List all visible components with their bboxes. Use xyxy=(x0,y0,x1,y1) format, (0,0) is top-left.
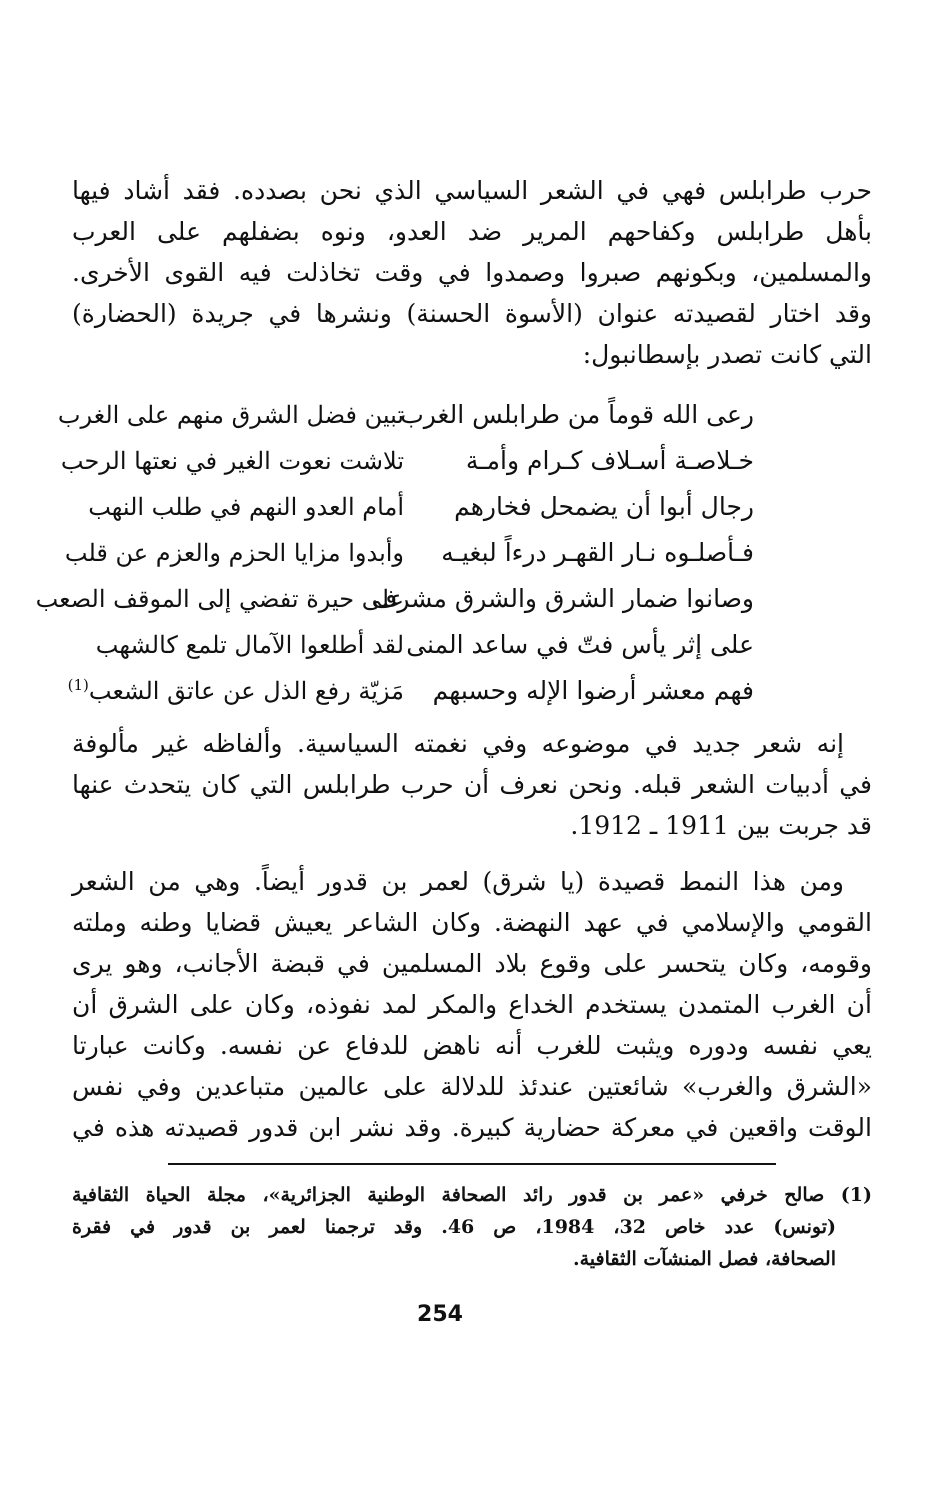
page-number: 254 xyxy=(417,1302,463,1327)
verse-second-hemistich: أمام العدو النهم في طلب النهب xyxy=(88,493,404,521)
text-line: يعي نفسه ودوره ويثبت للغرب أنه ناهض للدفاع عن نفسه. وكانت عبارتا xyxy=(72,1031,873,1060)
text-line: الوقت واقعين في معركة حضارية كبيرة. وقد نشر ابن قدور قصيدته هذه في xyxy=(72,1113,872,1142)
verse-second-hemistich: على حيرة تفضي إلى الموقف الصعب xyxy=(35,585,404,613)
verse-second-hemistich: لقد أطلعوا الآمال تلمع كالشهب xyxy=(95,631,404,659)
footnote-line: (تونس) عدد خاص 32، 1984، ص 46. وقد ترجمنا لعمر بن قدور في فقرة xyxy=(72,1216,837,1238)
verse-first-hemistich: على إثر يأس فتّ في ساعد المنى xyxy=(406,630,754,659)
footnote-divider xyxy=(168,1163,776,1165)
text-line: حرب طرابلس فهي في الشعر السياسي الذي نحن بصدده. فقد أشاد فيها xyxy=(72,176,872,205)
verse-first-hemistich: خـلاصـة أسـلاف كـرام وأمـة xyxy=(465,446,754,475)
text-line: أن الغرب المتمدن يستخدم الخداع والمكر لمد نفوذه، وكان على الشرق أن xyxy=(72,990,872,1019)
footnote-reference: (1) xyxy=(67,676,89,694)
text-line: والمسلمين، وبكونهم صبروا وصمدوا في وقت تخاذلت فيه القوى الأخرى. xyxy=(72,258,872,287)
verse-first-hemistich: وصانوا ضمار الشرق والشرق مشرف xyxy=(371,584,754,613)
text-line: قد جربت بين 1911 ـ 1912. xyxy=(570,811,872,840)
footnote-line: الصحافة، فصل المنشآت الثقافية. xyxy=(572,1248,836,1270)
footnote-line: (1) صالح خرفي «عمر بن قدور رائد الصحافة الوطنية الجزائرية»، مجلة الحياة الثقافية xyxy=(72,1184,872,1206)
text-line: القومي والإسلامي في عهد النهضة. وكان الشاعر يعيش قضايا وطنه وملته xyxy=(72,908,872,937)
verse-first-hemistich: رجال أبوا أن يضمحل فخارهم xyxy=(454,492,754,521)
verse-second-hemistich: وأبدوا مزايا الحزم والعزم عن قلب xyxy=(64,539,404,567)
verse-first-hemistich: فـأصلـوه نـار القهـر درءاً لبغيـه xyxy=(441,538,754,567)
text-line: وقومه، وكان يتحسر على وقوع بلاد المسلمين في قبضة الأجانب، وهو يرى xyxy=(72,949,872,978)
verse-text: مَزيّة رفع الذل عن عاتق الشعب xyxy=(88,677,404,705)
verse-second-hemistich xyxy=(67,672,404,710)
text-line: بأهل طرابلس وكفاحهم المرير ضد العدو، ونوه بضفلهم على العرب xyxy=(72,217,872,246)
verse-second-hemistich: تلاشت نعوت الغير في نعتها الرحب xyxy=(60,447,404,475)
text-line: في أدبيات الشعر قبله. ونحن نعرف أن حرب طرابلس التي كان يتحدث عنها xyxy=(72,770,872,799)
verse-second-hemistich: تبين فضل الشرق منهم على الغرب xyxy=(57,401,404,429)
verse-first-hemistich: فهم معشر أرضوا الإله وحسبهم xyxy=(432,676,754,705)
verse-first-hemistich: رعى الله قوماً من طرابلس الغرب xyxy=(400,400,754,429)
text-line: التي كانت تصدر بإسطانبول: xyxy=(582,340,872,369)
text-line: ومن هذا النمط قصيدة (يا شرق) لعمر بن قدور أيضاً. وهي من الشعر xyxy=(72,867,844,896)
text-line: «الشرق والغرب» شائعتين عندئذ للدلالة على عالمين متباعدين وفي نفس xyxy=(72,1072,872,1101)
text-line: وقد اختار لقصيدته عنوان (الأسوة الحسنة) ونشرها في جريدة (الحضارة) xyxy=(72,299,872,328)
text-line: إنه شعر جديد في موضوعه وفي نغمته السياسية. وألفاظه غير مألوفة xyxy=(72,729,844,758)
